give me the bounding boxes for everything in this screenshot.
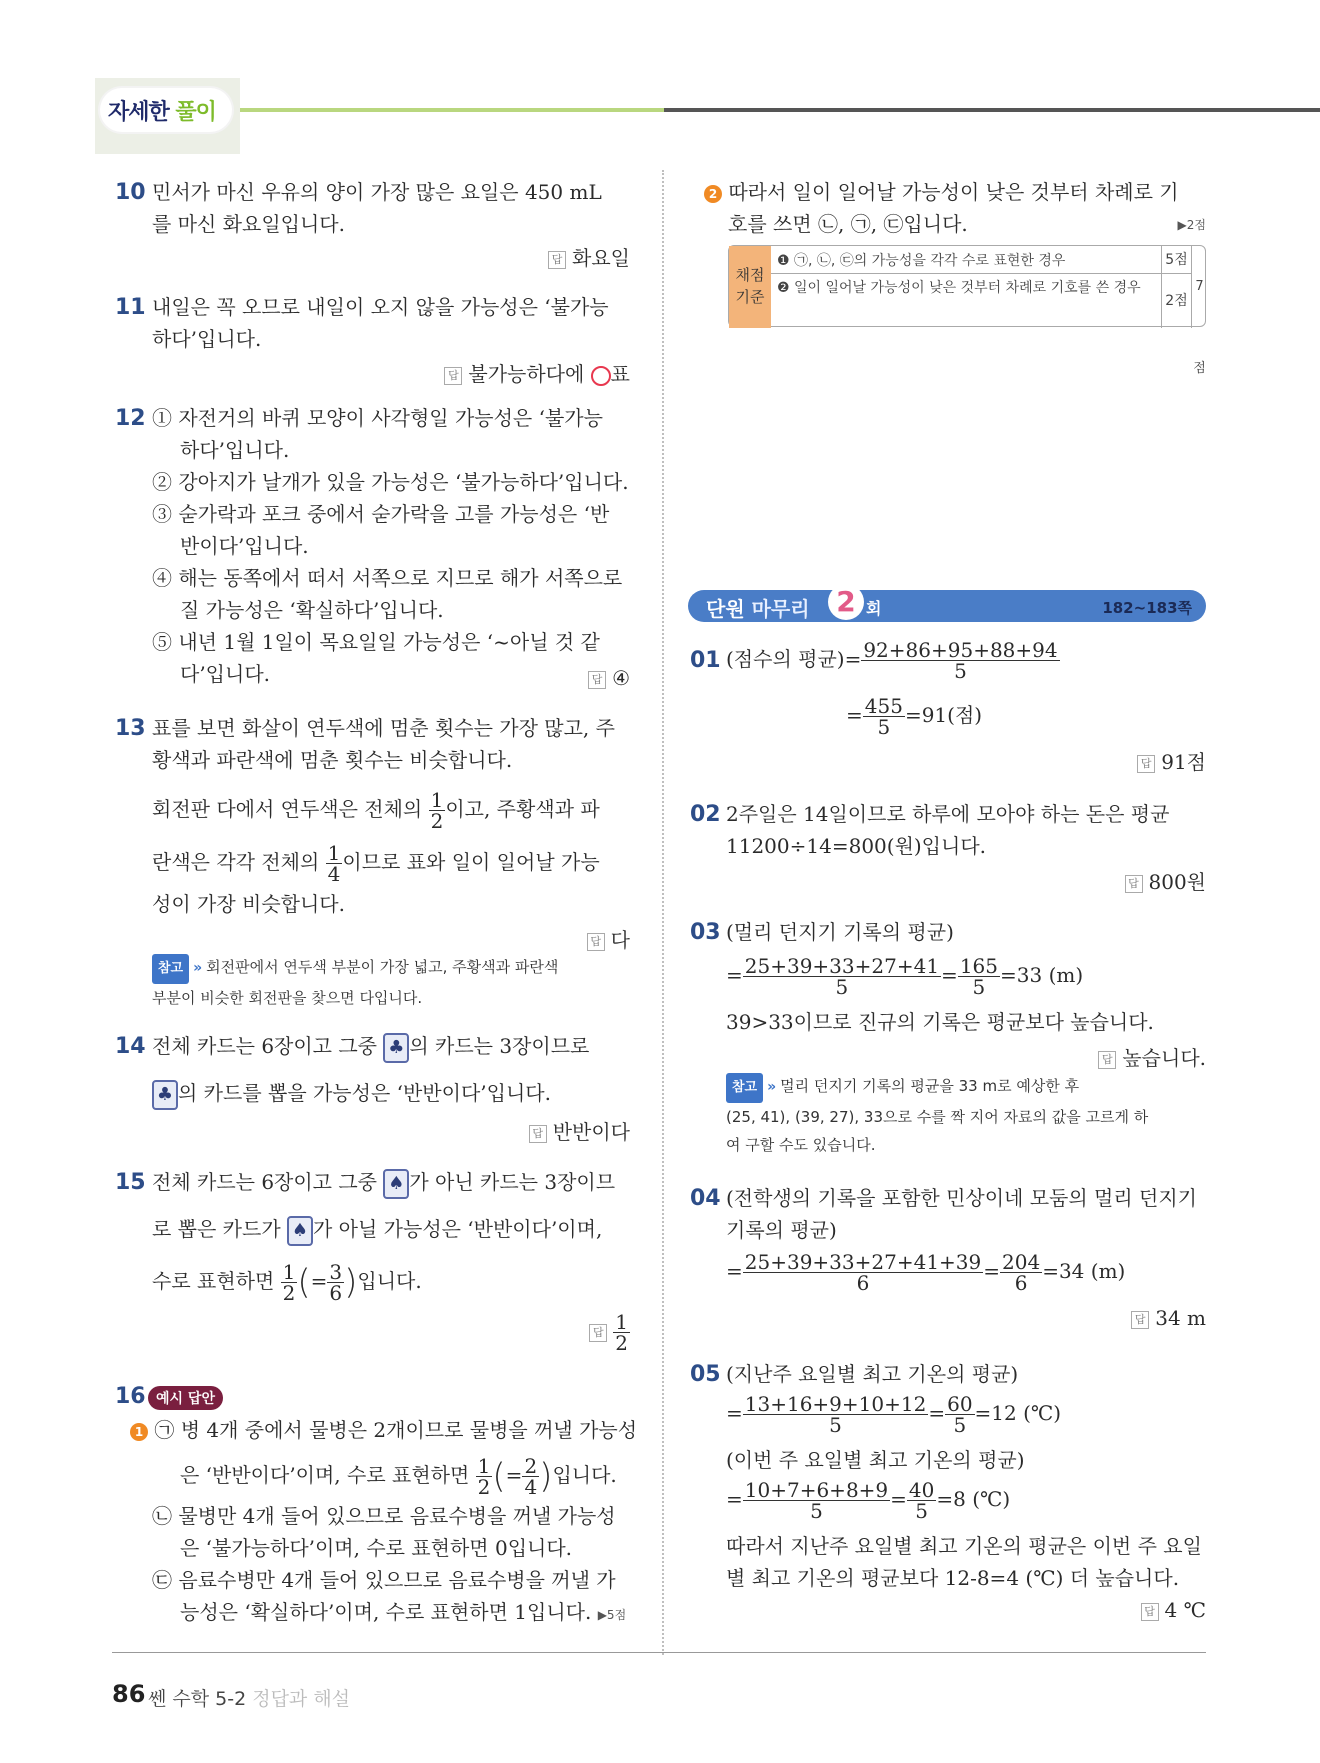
step-1-badge: 1 (130, 1423, 148, 1441)
fraction: $\frac{165}{5}$ (959, 954, 998, 999)
q14-answer: 답 반반이다 (529, 1116, 630, 1145)
q11-text: 내일은 꼭 오므로 내일이 오지 않을 가능성은 ‘불가능 하다’입니다. (152, 295, 609, 351)
r05-formula-1: = $\frac{13+16+9+10+12}{5}$ = $\frac{60}{5}$ =12 (℃) (726, 1392, 1062, 1437)
circle-mark-icon (591, 366, 611, 386)
spade-card-icon: ♠ (383, 1169, 409, 1199)
r02-text: 2주일은 14일이므로 하루에 모아야 하는 돈은 평균 11200÷14=800(원)입니다. (726, 802, 1170, 858)
question-number: 14 (115, 1034, 146, 1059)
fraction: $\frac{1}{2}$ (477, 1454, 491, 1499)
r05-title: (지난주 요일별 최고 기온의 평균) (726, 1362, 1019, 1386)
question-number: 11 (115, 295, 146, 320)
book-title: 쎈 수학 5-2 정답과 해설 (148, 1688, 351, 1710)
rubric-points-1: 5점 (1161, 246, 1191, 274)
q13-fraction-line-2: 란색은 각각 전체의 $\frac{1}{4}$ 이므로 표와 일이 일어날 가능 (152, 841, 600, 886)
r01-result: = $\frac{455}{5}$ =91(점) (846, 694, 983, 739)
fraction: $\frac{204}{6}$ (1002, 1250, 1041, 1295)
question-number: 12 (115, 406, 146, 431)
fraction: $\frac{10+7+6+8+9}{5}$ (744, 1478, 889, 1523)
question-number: 05 (690, 1362, 721, 1387)
fraction: $\frac{1}{2}$ (282, 1260, 296, 1305)
fraction: $\frac{40}{5}$ (908, 1478, 935, 1523)
question-number: 16 (115, 1384, 146, 1409)
q12-answer: 답 ④ (588, 666, 630, 690)
question-number: 15 (115, 1170, 146, 1195)
note-tag: 참고 (726, 1073, 763, 1103)
rubric-label: 채점 기준 (729, 246, 771, 328)
q13-text: 표를 보면 화살이 연두색에 멈춘 횟수는 가장 많고, 주 황색과 파란색에 멈춘 횟수는 비슷합니다. (152, 716, 615, 772)
club-card-icon: ♣ (383, 1033, 409, 1063)
r03-answer: 답 높습니다. (1098, 1042, 1206, 1071)
double-chevron-icon: » (193, 960, 203, 976)
q11-answer: 답 불가능하다에 표 (444, 358, 630, 387)
r05-answer: 답 4 ℃ (1141, 1598, 1206, 1622)
column-divider (662, 170, 664, 1655)
r02-answer: 답 800원 (1125, 866, 1207, 895)
header-rule-green (240, 108, 664, 112)
example-answer-tag: 예시 답안 (148, 1386, 223, 1410)
r01-formula: (점수의 평균)= $\frac{92+86+95+88+94}{5}$ (726, 638, 1058, 683)
fraction: $\frac{60}{5}$ (947, 1392, 973, 1437)
rubric-total: 7점 (1191, 246, 1207, 328)
spade-card-icon: ♠ (287, 1216, 313, 1246)
r04-formula: = $\frac{25+39+33+27+41+39}{6}$ = $\frac{204}{6}$ =34 (m) (726, 1250, 1126, 1295)
r03-formula: = $\frac{25+39+33+27+41}{5}$ = $\frac{165}{5}$ =33 (m) (726, 954, 1084, 999)
r04-title: (전학생의 기록을 포함한 민상이네 모둠의 멀리 던지기 기록의 평균) (726, 1186, 1197, 1242)
q15-text: 전체 카드는 6장이고 그중 ♠ 가 아닌 카드는 3장이므 (152, 1166, 615, 1199)
q16-step2: 2 따라서 일이 일어날 가능성이 낮은 것부터 차례로 기 호를 쓰면 ㉡, ㉠, ㉢입니다. (704, 176, 1179, 240)
q13-answer: 답 다 (587, 924, 630, 953)
fraction: $\frac{25+39+33+27+41+39}{6}$ (744, 1250, 982, 1295)
fraction: $\frac{25+39+33+27+41}{5}$ (744, 954, 940, 999)
r05-conclusion: 따라서 지난주 요일별 최고 기온의 평균은 이번 주 요일 별 최고 기온의 평균보다 12-8=4 (℃) 더 높습니다. (726, 1534, 1202, 1590)
step-2-badge: 2 (704, 185, 722, 203)
fraction: $\frac{2}{4}$ (524, 1454, 538, 1499)
q10-text: 민서가 마신 우유의 양이 가장 많은 요일은 450 mL 를 마신 화요일입니다. (152, 180, 602, 236)
fraction: $\frac{13+16+9+10+12}{5}$ (744, 1392, 927, 1437)
r05-formula-2: = $\frac{10+7+6+8+9}{5}$ = $\frac{40}{5}$ =8 (℃) (726, 1478, 1011, 1523)
fraction: $\frac{455}{5}$ (864, 694, 903, 739)
q16-step1-a: 1 ㉠ 병 4개 중에서 물병은 2개이므로 물병을 꺼낼 가능성 (130, 1414, 637, 1446)
r01-answer: 답 91점 (1137, 746, 1206, 775)
q14-text: 전체 카드는 6장이고 그중 ♣ 의 카드는 3장이므로 (152, 1030, 589, 1063)
q15-fraction-line: 수로 표현하면 $\frac{1}{2}$ (= $\frac{3}{6}$ )입니다. (152, 1260, 422, 1305)
r04-answer: 답 34 m (1131, 1306, 1206, 1330)
q16-step1-b: ㉡ 물병만 4개 들어 있으므로 음료수병을 꺼낼 가능성 은 ‘불가능하다’이며, 수로 표현하면 0입니다. ㉢ 음료수병만 4개 들어 있으므로 음료수병을 꺼낼 가 능성은 ‘확실하다’이며, 수로 표현하면 1입니다. ▶5점 (152, 1504, 627, 1624)
q13-note: 참고 » 회전판에서 연두색 부분이 가장 넓고, 주황색과 파란색 부분이 비슷한 회전판을 찾으면 다입니다. (152, 953, 558, 1012)
q10-answer: 답 화요일 (548, 242, 630, 271)
round-number-badge: 2 (828, 584, 864, 620)
r05-title-2: (이번 주 요일별 최고 기온의 평균) (726, 1448, 1025, 1472)
q15-answer: 답 $\frac{1}{2}$ (589, 1312, 630, 1353)
club-card-icon: ♣ (152, 1080, 178, 1110)
question-number: 13 (115, 716, 146, 741)
question-number: 10 (115, 180, 146, 205)
fraction: $\frac{1}{2}$ (430, 788, 444, 833)
question-number: 02 (690, 802, 721, 827)
fraction: $\frac{1}{2}$ (615, 1310, 628, 1355)
r03-text: 39>33이므로 진규의 기록은 평균보다 높습니다. (726, 1010, 1154, 1034)
q12-text: ① 자전거의 바퀴 모양이 사각형일 가능성은 ‘불가능 하다’입니다. ② 강아지가 날개가 있을 가능성은 ‘불가능하다’입니다. ③ 숟가락과 포크 중에서 숟가락을 고를 가능성은 ‘반 반이다’입니다. ④ 해는 동쪽에서 떠서 서쪽으로 지므로 해가 서쪽으로 질 가능성은 ‘확실하다’입니다. ⑤ 내년 1월 1일이 목요일일 가능성은 ‘~아닐 것 같 다’입니다. (152, 406, 629, 686)
rubric-row-1: ❶ ㉠, ㉡, ㉢의 가능성을 각각 수로 표현한 경우 (771, 246, 1161, 274)
section-title: 자세한 풀이 (108, 100, 216, 125)
double-chevron-icon: » (767, 1079, 777, 1095)
r03-title: (멀리 던지기 기록의 평균) (726, 920, 954, 944)
rubric-points-2: 2점 (1161, 274, 1191, 328)
q13-text-end: 성이 가장 비슷합니다. (152, 892, 345, 916)
scoring-rubric (728, 245, 1206, 376)
question-number: 01 (690, 648, 721, 673)
rubric-row-2: ❷ 일이 일어날 가능성이 낮은 것부터 차례로 기호를 쓴 경우 (777, 280, 1141, 296)
header-rule-gray (664, 108, 1320, 112)
question-number: 03 (690, 920, 721, 945)
q16-step2-points: ▶2점 (1177, 218, 1206, 232)
page-range: 182~183쪽 (1102, 599, 1192, 617)
q14-text-2: ♣ 의 카드를 뽑을 가능성은 ‘반반이다’입니다. (152, 1077, 551, 1110)
note-tag: 참고 (152, 954, 189, 984)
q15-text-2: 로 뽑은 카드가 ♠ 가 아닐 가능성은 ‘반반이다’이며, (152, 1213, 602, 1246)
r03-note: 참고 » 멀리 던지기 기록의 평균을 33 m로 예상한 후 (25, 41), (39, 27), 33으로 수를 짝 지어 자료의 값을 고르게 하 여 구할 수도 있습니다. (726, 1072, 1148, 1159)
fraction: $\frac{3}{6}$ (329, 1260, 343, 1305)
fraction: $\frac{92+86+95+88+94}{5}$ (863, 638, 1058, 683)
q13-fraction-line-1: 회전판 다에서 연두색은 전체의 $\frac{1}{2}$ 이고, 주황색과 파 (152, 788, 600, 833)
fraction: $\frac{1}{4}$ (327, 841, 341, 886)
page-number: 86 (112, 1680, 146, 1708)
q16-step1-a-fraction: 은 ‘반반이다’이며, 수로 표현하면 $\frac{1}{2}$ (= $\frac{2}{4}$ )입니다. (180, 1454, 617, 1499)
question-number: 04 (690, 1186, 721, 1211)
footer-rule (112, 1652, 1206, 1653)
unit-review-banner: 단원 마무리 2 회 182~183쪽 (688, 590, 1206, 622)
